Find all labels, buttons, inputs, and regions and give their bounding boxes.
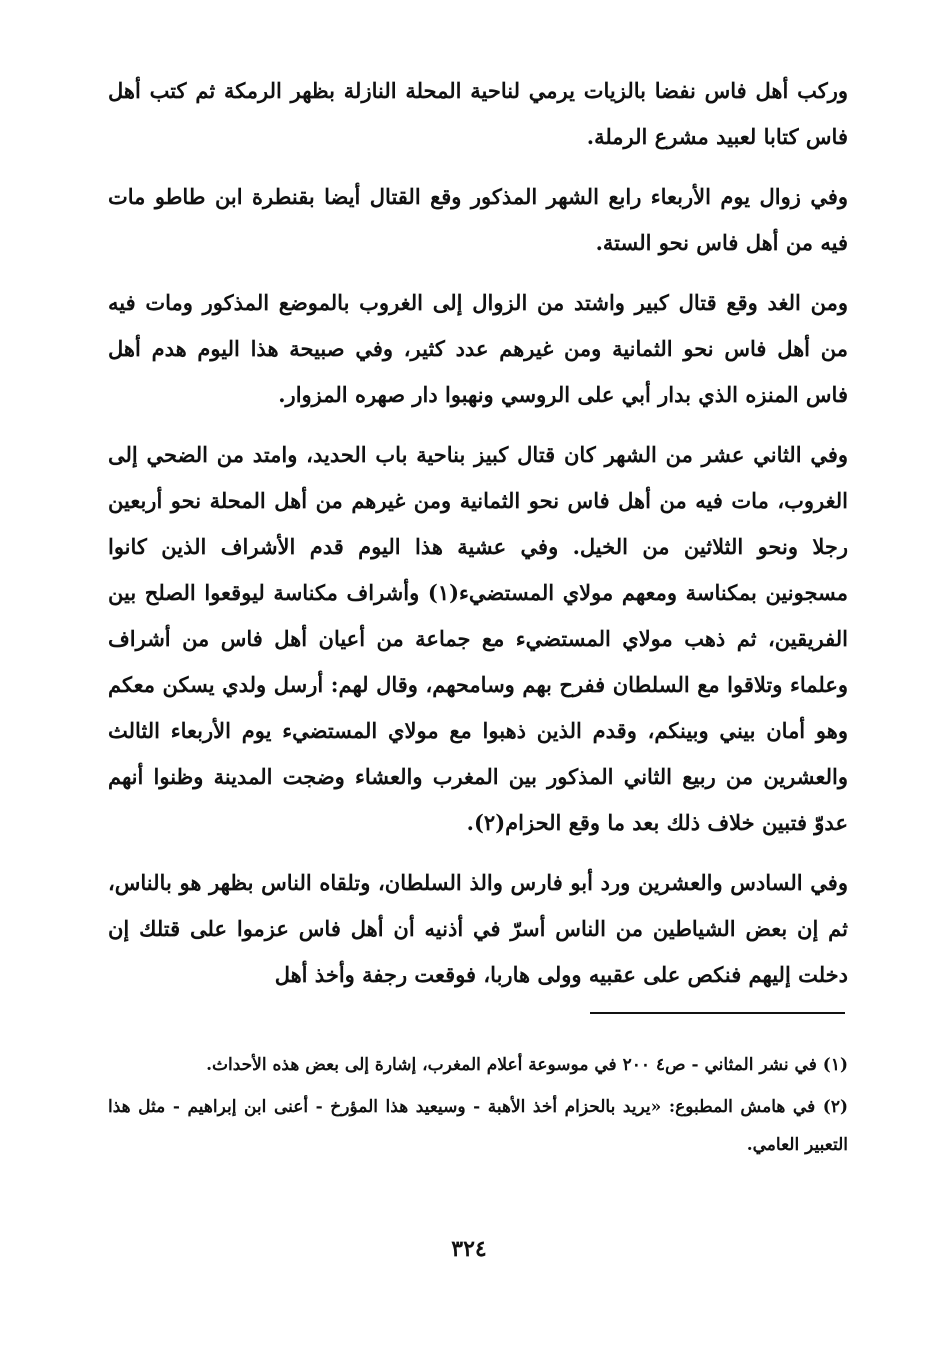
paragraph-5: وفي السادس والعشرين ورد أبو فارس والذ السلطان، وتلقاه الناس بظهر هو بالناس، ثم إن بعض الشياطين من الناس أسرّ في أذنيه أن أهل فاس عزموا على قتلك إن دخلت إليهم فنكص على عقبيه وولى هاربا، فوقعت رجفة وأخذ أهل xyxy=(108,870,848,987)
paragraph-4: وفي الثاني عشر من الشهر كان قتال كبيز بناحية باب الحديد، وامتد من الضحي إلى الغروب، مات فيه من أهل فاس نحو الثمانية ومن غيرهم من أهل المحلة نحو أربعين رجلا ونحو الثلاثين من الخيل. وفي عشية هذا اليوم قدم الأشراف الذين كانوا مسجونين بمكناسة ومعهم مولاي المستضيء(١) وأشراف مكناسة ليوقعوا الصلح بين الفريقين، ثم ذهب مولاي المستضيء مع جماعة من أعيان أهل فاس من أشراف وعلماء وتلاقوا مع السلطان ففرح بهم وسامحهم، وقال لهم: أرسل ولدي يسكن معكم وهو أمان بيني وبينكم، وقدم الذين ذهبوا مع مولاي المستضيء يوم الأربعاء الثالث والعشرين من ربيع الثاني المذكور بين المغرب والعشاء وضجت المدينة وظنوا أنهم عدوّ فتبين خلاف ذلك بعد ما وقع الحزام(٢). xyxy=(108,442,848,835)
footnote-2: (٢) في هامش المطبوع: «يريد بالحزام أخذ الأهبة - وسيعيد هذا المؤرخ - أعنى ابن إبراهيم - مثل هذا التعبير العامي. xyxy=(108,1097,848,1155)
footnote-1: (١) في نشر المثاني - ص٤ ٢٠٠ في موسوعة أعلام المغرب، إشارة إلى بعض هذه الأحداث. xyxy=(206,1055,848,1075)
paragraph-1: وركب أهل فاس نفضا بالزيات يرمي لناحية المحلة النازلة بظهر الرمكة ثم كتب أهل فاس كتابا لعبيد مشرع الرملة. xyxy=(108,78,848,149)
page-number: ٣٢٤ xyxy=(451,1236,487,1262)
footnote-divider xyxy=(590,1012,845,1014)
main-text xyxy=(108,68,848,1006)
paragraph-2: وفي زوال يوم الأربعاء رابع الشهر المذكور وقع القتال أيضا بقنطرة ابن طاطو مات فيه من أهل فاس نحو الستة. xyxy=(108,184,848,255)
footnotes xyxy=(108,1046,848,1168)
paragraph-3: ومن الغد وقع قتال كبير واشتد من الزوال إلى الغروب بالموضع المذكور ومات فيه من أهل فاس نحو الثمانية ومن غيرهم عدد كثير، وفي صبيحة هذا اليوم هدم أهل فاس المنزه الذي بدار أبي على الروسي ونهبوا دار صهره المزوار. xyxy=(108,290,848,407)
